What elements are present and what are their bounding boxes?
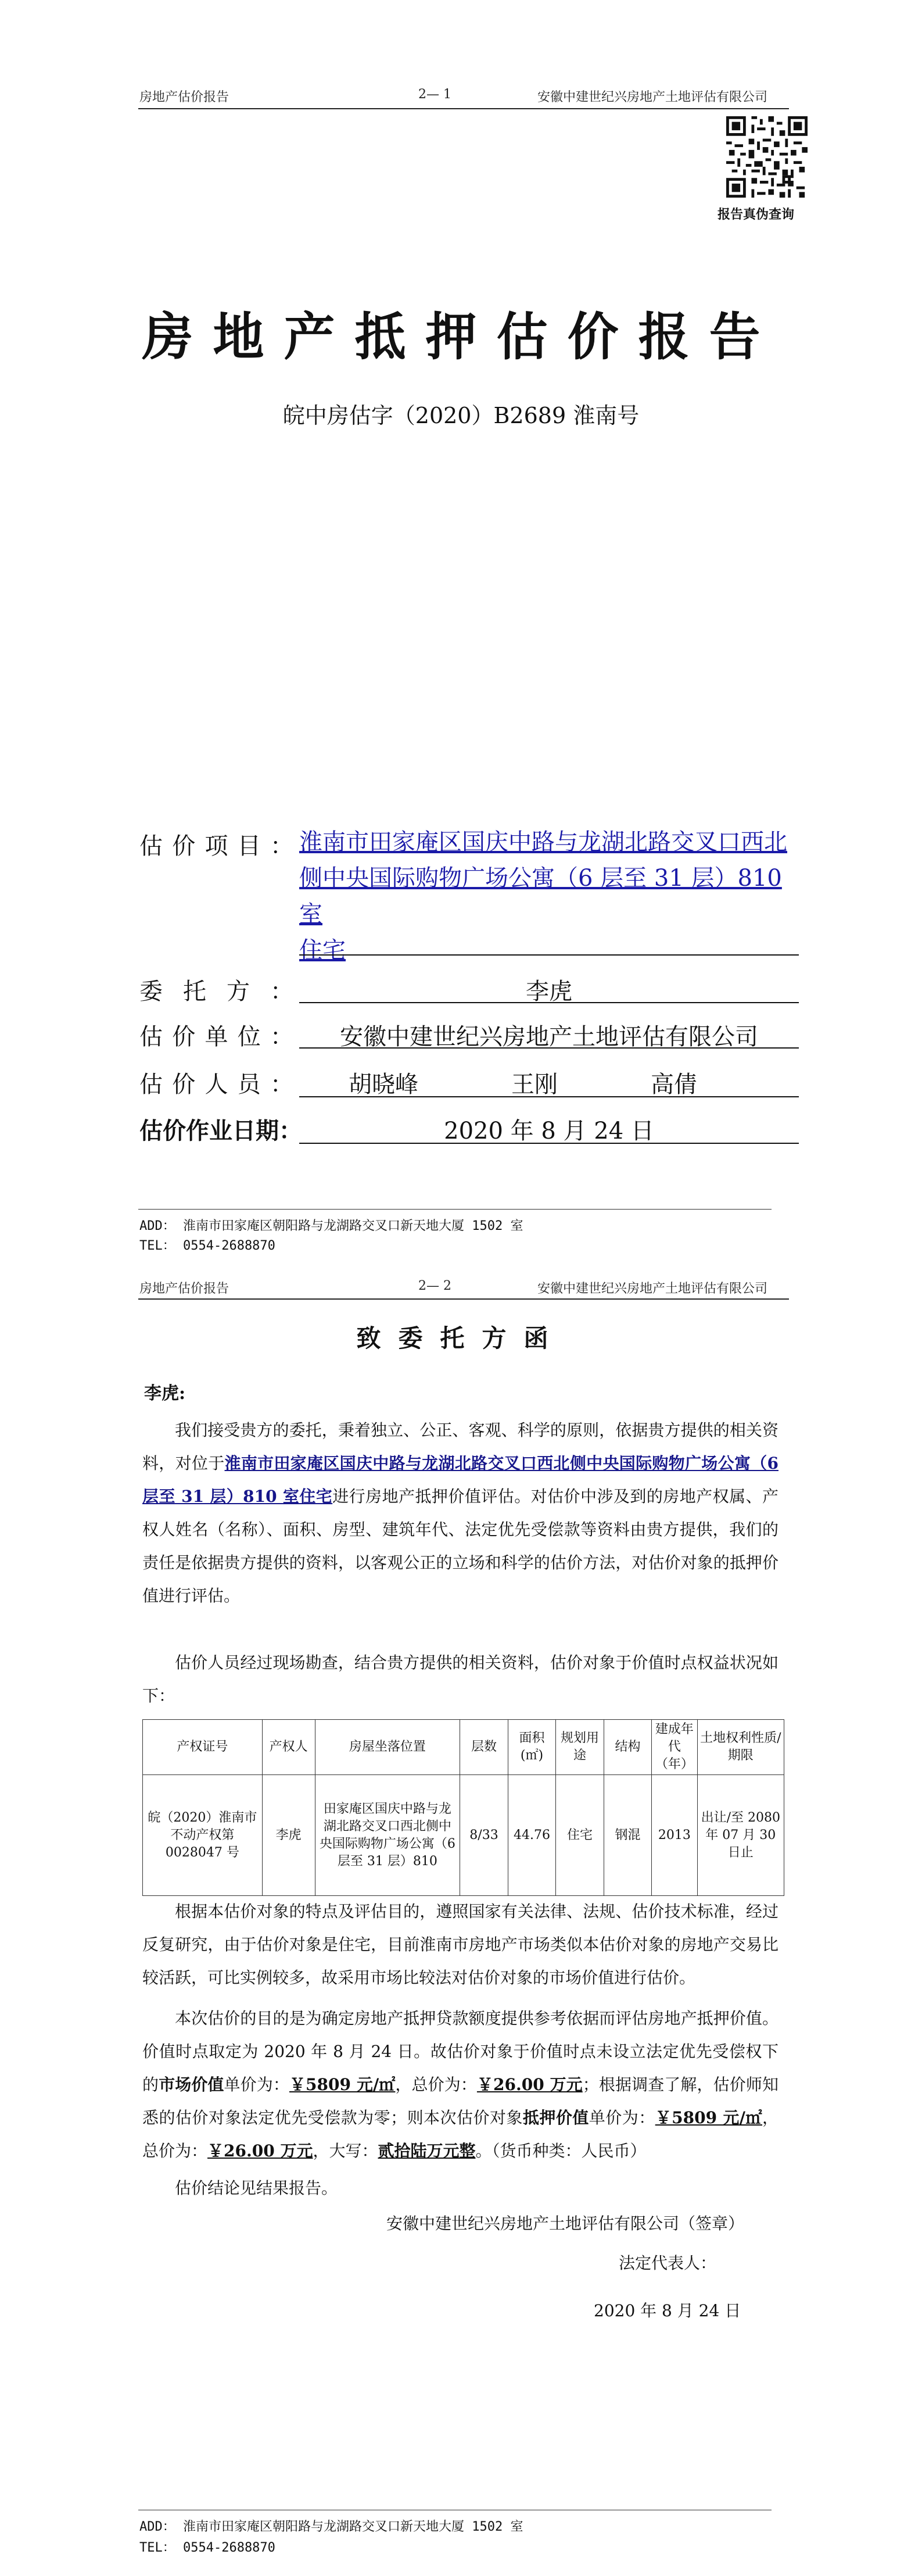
staff-underline: [299, 1096, 799, 1097]
unit-label: 估价单位：: [139, 1024, 293, 1050]
header-page-number: 2— 1: [418, 87, 451, 102]
paragraph-3: 根据本估价对象的特点及评估目的，遵照国家有关法律、法规、估价技术标准，经过反复研究，由于估价对象是住宅，目前淮南市房地产市场类似本估价对象的房地产交易比较活跃，可比实例较多，故采用市场比较法对估价对象的市场价值进行估价。: [142, 1902, 779, 1987]
signature-company: 安徽中建世纪兴房地产土地评估有限公司（签章）: [386, 2214, 745, 2233]
project-line-2: 侧中央国际购物广场公寓（6 层至 31 层）810 室: [299, 865, 782, 928]
header-left: 房地产估价报告: [139, 90, 229, 105]
th-structure: 结构: [604, 1720, 652, 1775]
project-value: [299, 824, 799, 968]
header-page-number-2: 2— 2: [418, 1279, 451, 1293]
footer-rule: [138, 1209, 772, 1210]
td-location: 田家庵区国庆中路与龙湖北路交叉口西北侧中央国际购物广场公寓（6 层至 31 层）810: [315, 1775, 460, 1896]
header-rule-2: [138, 1298, 789, 1300]
mortgage-value-term: 抵押价值: [522, 2108, 589, 2127]
header-right-2: 安徽中建世纪兴房地产土地评估有限公司: [537, 1282, 768, 1296]
th-cert-no: 产权证号: [143, 1720, 263, 1775]
td-year: 2013: [652, 1775, 697, 1896]
th-year: 建成年代（年）: [652, 1720, 697, 1775]
client-value: 李虎: [526, 978, 572, 1005]
td-structure: 钢混: [604, 1775, 652, 1896]
client-underline: [299, 1002, 799, 1003]
salutation: 李虎:: [144, 1383, 186, 1404]
staff-label: 估价人员：: [139, 1071, 293, 1098]
td-land-right: 出让/至 2080 年 07 月 30 日止: [697, 1775, 784, 1896]
date-underline: [299, 1143, 799, 1144]
signature-legal-rep: 法定代表人：: [619, 2253, 717, 2273]
header-right: 安徽中建世纪兴房地产土地评估有限公司: [537, 90, 768, 105]
td-floors: 8/33: [460, 1775, 508, 1896]
th-location: 房屋坐落位置: [315, 1720, 460, 1775]
paragraph-4: 本次估价的目的是为确定房地产抵押贷款额度提供参考依据而评估房地产抵押价值。价值时点取定为 2020 年 8 月 24 日。故估价对象于价值时点未设立法定优先受偿权下的市场价值单价为：￥5809 元/㎡，总价为：￥26.00 万元；根据调查了解，估价师知悉的估价对象法定优先受偿款为零；则本次估价对象抵押价值单价为：￥5809 元/㎡，总价为：￥26.00 万元，大写：贰拾陆万元整。（货币种类：人民币）: [142, 2009, 779, 2160]
td-usage: 住宅: [556, 1775, 604, 1896]
th-land-right: 土地权利性质/期限: [697, 1720, 784, 1775]
letter-title: 致委托方函: [356, 1324, 566, 1353]
project-underline: [299, 954, 799, 956]
client-label: 委托方：: [139, 978, 293, 1005]
report-number: 皖中房估字（2020）B2689 淮南号: [282, 403, 640, 428]
td-owner: 李虎: [262, 1775, 315, 1896]
staff-2: 王刚: [511, 1071, 558, 1098]
project-label: 估价项目：: [139, 833, 293, 860]
market-unit-price: ￥5809 元/㎡: [289, 2075, 396, 2094]
footer-tel-2: TEL： 0554-2688870: [139, 2541, 275, 2555]
table-header-row: [143, 1720, 784, 1775]
footer-tel: TEL： 0554-2688870: [139, 1239, 275, 1253]
table-row: [143, 1775, 784, 1896]
paragraph-5: 估价结论见结果报告。: [175, 2178, 338, 2198]
staff-3: 高倩: [651, 1071, 697, 1098]
unit-value: 安徽中建世纪兴房地产土地评估有限公司: [340, 1024, 758, 1050]
paragraph-2: 估价人员经过现场勘查，结合贵方提供的相关资料，估价对象于价值时点权益状况如下：: [142, 1653, 779, 1705]
footer-address-2: ADD： 淮南市田家庵区朝阳路与龙湖路交叉口新天地大厦 1502 室: [139, 2520, 523, 2534]
header-rule: [138, 108, 789, 109]
amount-in-words: 贰拾陆万元整: [378, 2141, 476, 2160]
property-address: 淮南市田家庵区国庆中路与龙湖北路交叉口西北侧中央国际购物广场公寓（6 层至 31 层）810 室住宅: [142, 1454, 779, 1506]
project-line-1: 淮南市田家庵区国庆中路与龙湖北路交叉口西北: [299, 829, 787, 856]
market-total-price: ￥26.00 万元: [476, 2075, 583, 2094]
mortgage-unit-price: ￥5809 元/㎡: [655, 2108, 762, 2127]
td-area: 44.76: [508, 1775, 556, 1896]
unit-underline: [299, 1047, 799, 1049]
th-floors: 层数: [460, 1720, 508, 1775]
header-left-2: 房地产估价报告: [139, 1282, 229, 1296]
th-usage: 规划用途: [556, 1720, 604, 1775]
footer-address: ADD： 淮南市田家庵区朝阳路与龙湖路交叉口新天地大厦 1502 室: [139, 1219, 523, 1233]
market-value-term: 市场价值: [159, 2075, 224, 2094]
report-title: 房地产抵押估价报告: [142, 306, 780, 367]
staff-1: 胡晓峰: [349, 1071, 418, 1098]
qr-label: 报告真伪查询: [717, 207, 795, 222]
signature-date: 2020 年 8 月 24 日: [594, 2301, 741, 2320]
date-label: 估价作业日期：: [139, 1117, 302, 1144]
td-cert-no: 皖（2020）淮南市不动产权第0028047 号: [143, 1775, 263, 1896]
paragraph-1: 我们接受贵方的委托，秉着独立、公正、客观、科学的原则，依据贵方提供的相关资料，对位于淮南市田家庵区国庆中路与龙湖北路交叉口西北侧中央国际购物广场公寓（6 层至 31 层）810 室住宅进行房地产抵押价值评估。对估价中涉及到的房地产权属、产权人姓名（名称）、面积、房型、建筑年代、法定优先受偿款等资料由贵方提供，我们的责任是依据贵方提供的资料，以客观公正的立场和科学的估价方法，对估价对象的抵押价值进行评估。: [142, 1421, 779, 1605]
th-owner: 产权人: [262, 1720, 315, 1775]
date-value: 2020 年 8 月 24 日: [444, 1118, 654, 1144]
qr-code-icon[interactable]: [726, 116, 808, 198]
mortgage-total-price: ￥26.00 万元: [207, 2141, 313, 2160]
property-table: [142, 1719, 784, 1896]
th-area: 面积(㎡): [508, 1720, 556, 1775]
project-line-3: 住宅: [299, 937, 346, 964]
